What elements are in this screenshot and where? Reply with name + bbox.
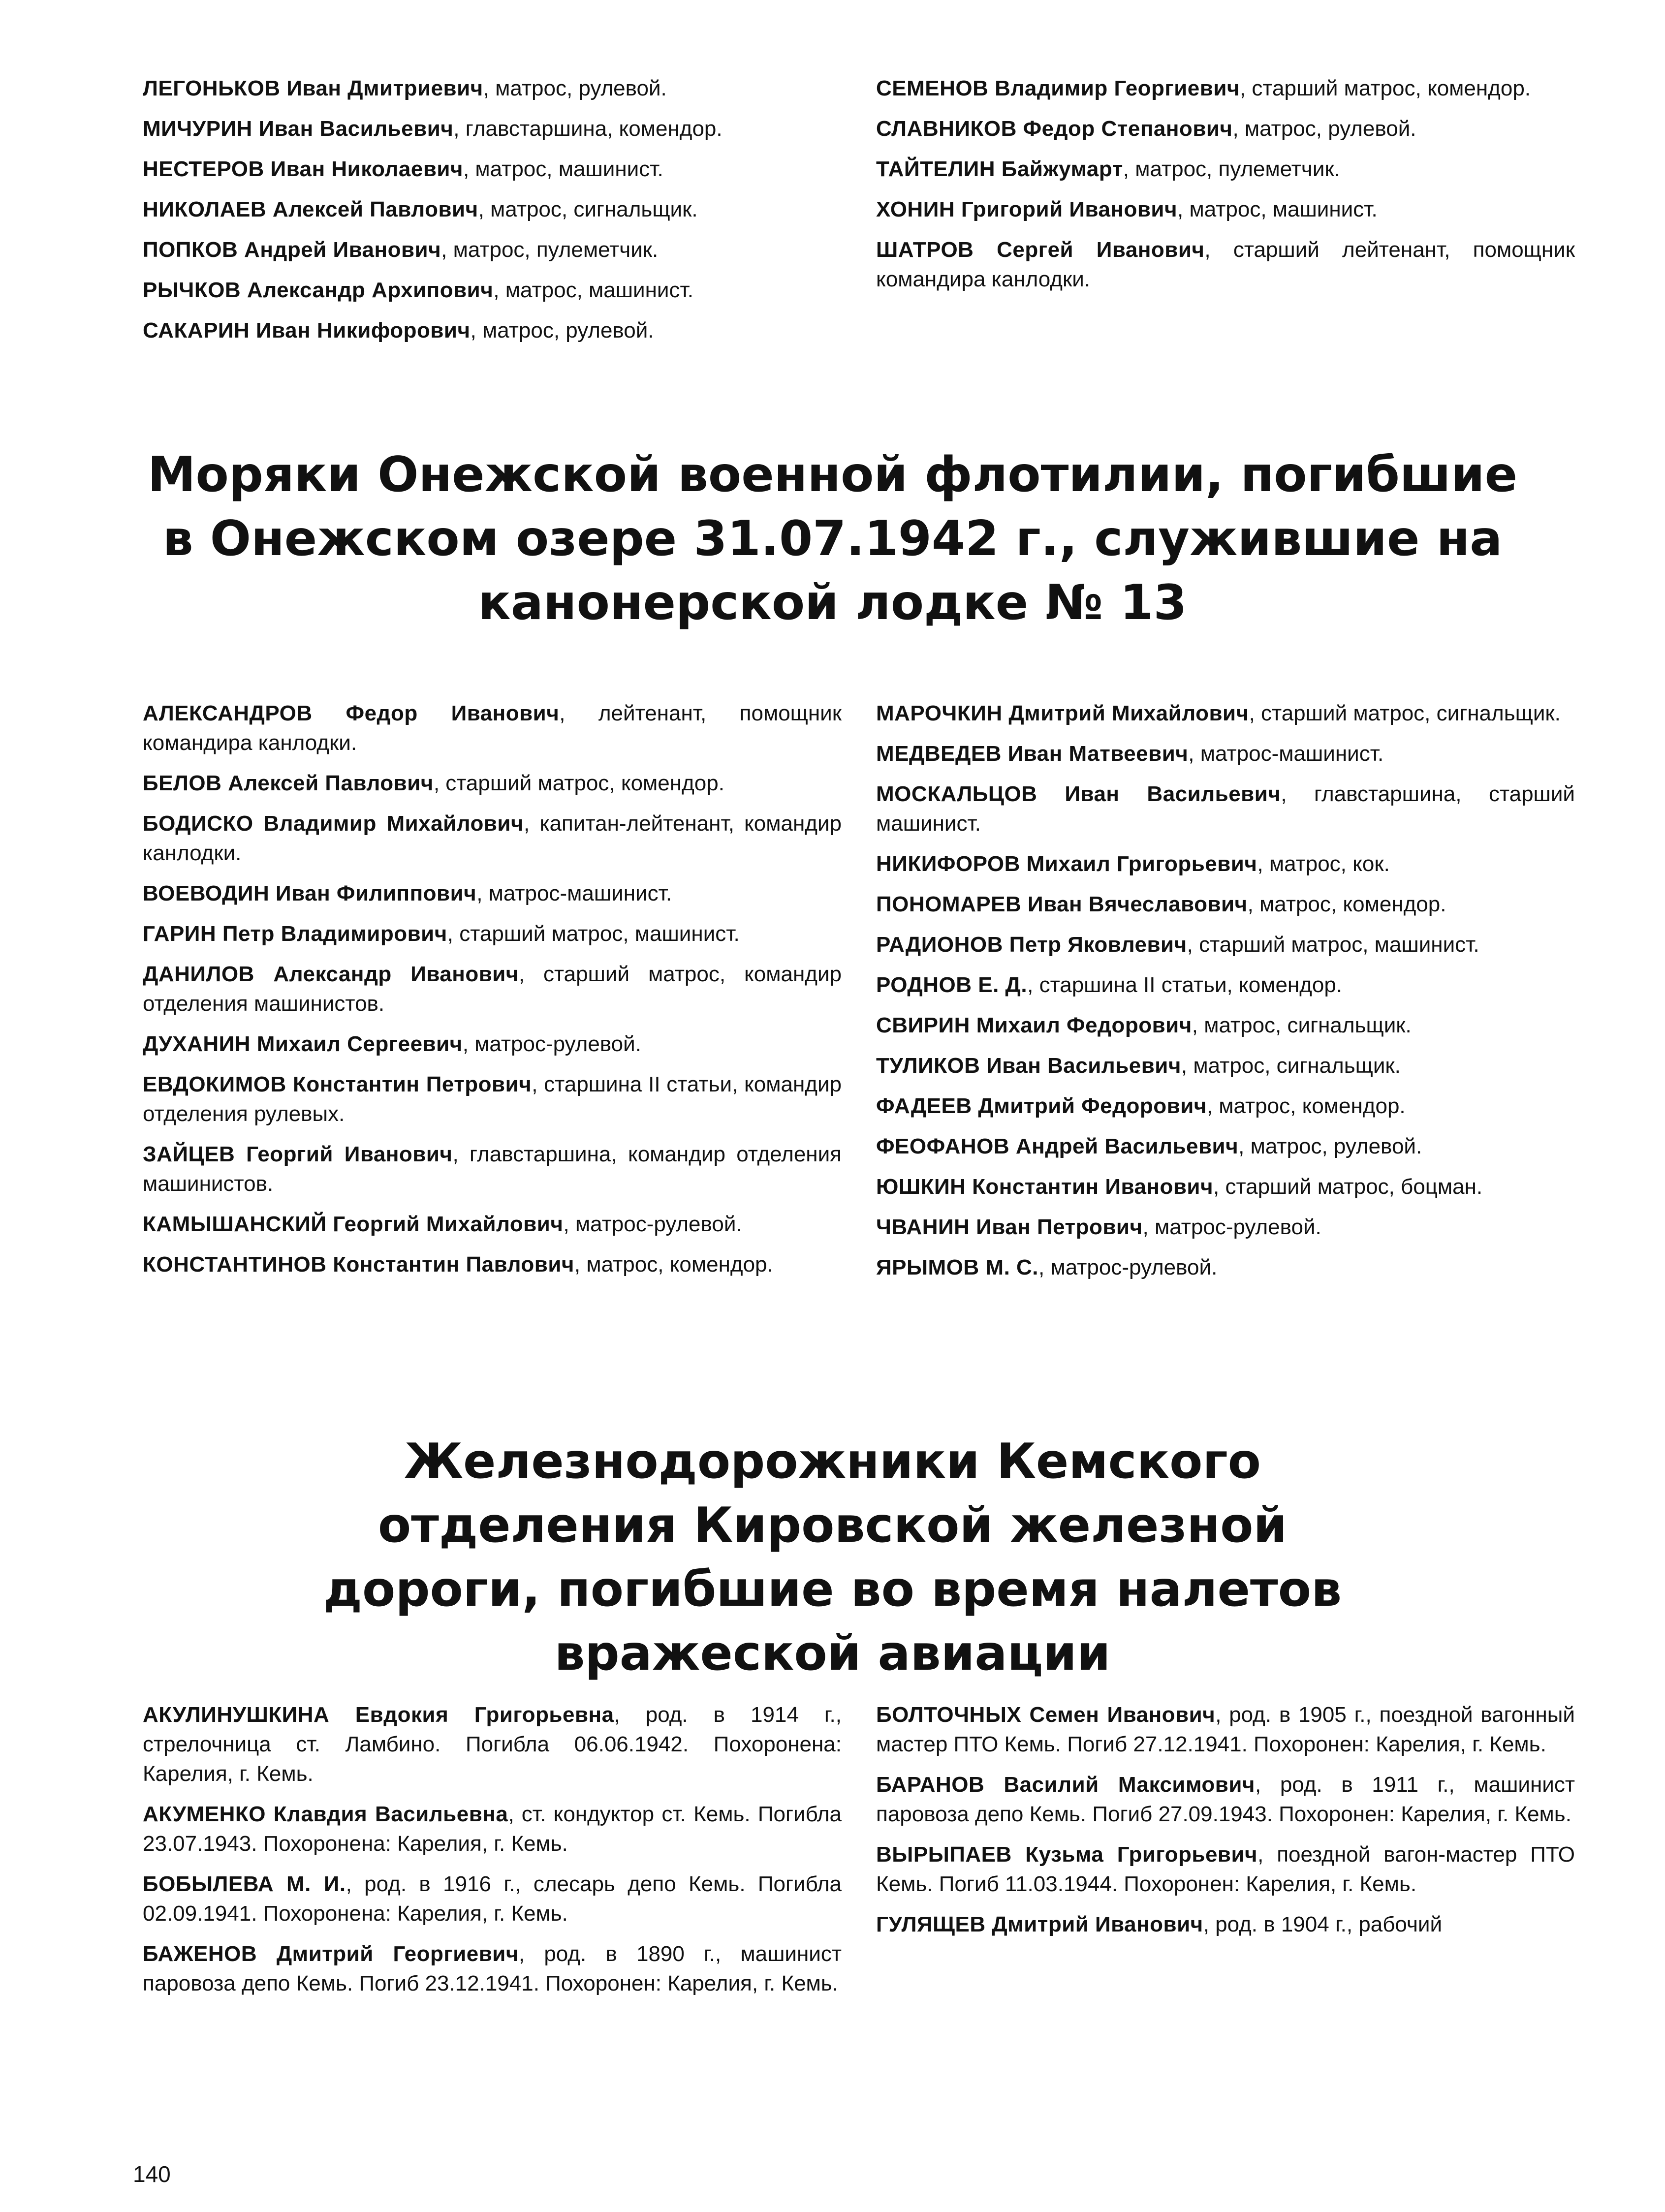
list-item (876, 890, 1575, 919)
entry-name: ТУЛИКОВ Иван Васильевич (876, 1054, 1181, 1078)
list-item (876, 930, 1575, 960)
onega-flotilla-left-column (143, 699, 842, 1290)
entry-description: , матрос, рулевой. (1238, 1134, 1422, 1158)
entry-name: ВОЕВОДИН Иван Филиппович (143, 881, 477, 905)
entry-description: , ст. кондуктор ст. Кемь. Погибла 23.07.1943. Похоронена: Карелия, г. Кемь. (143, 1802, 842, 1856)
entry-description: , старшина II статьи, комендор. (1027, 973, 1343, 997)
entry-description: , матрос-рулевой. (462, 1032, 641, 1056)
entry-name: СЕМЕНОВ Владимир Георгиевич (876, 76, 1240, 100)
entry-name: ЧВАНИН Иван Петрович (876, 1215, 1143, 1239)
section-title-railway-workers: Железнодорожники Кемского отделения Кировской железной дороги, погибшие во время налетов вражеской авиации (323, 1433, 1342, 1682)
railway-workers-right-column (876, 1700, 1575, 1950)
entry-description: , лейтенант, помощник командира канлодки. (143, 701, 842, 755)
section-title-onega-flotilla: Моряки Онежской военной флотилии, погибшие в Онежском озере 31.07.1942 г., служившие на канонерской лодке № 13 (147, 447, 1518, 631)
entry-name: РАДИОНОВ Петр Яковлевич (876, 933, 1187, 957)
entry-description: , старший матрос, комендор. (1239, 76, 1531, 100)
entry-description: , матрос, машинист. (1177, 197, 1378, 221)
list-item (143, 276, 842, 305)
entry-name: НЕСТЕРОВ Иван Николаевич (143, 157, 463, 181)
list-item (143, 1700, 842, 1789)
list-item (143, 699, 842, 758)
entry-description: , матрос-рулевой. (1142, 1215, 1321, 1239)
list-item (143, 74, 842, 103)
entry-name: НИКОЛАЕВ Алексей Павлович (143, 197, 478, 221)
entry-description: , матрос, кок. (1257, 852, 1390, 876)
list-item (876, 235, 1575, 294)
entry-description: , матрос, сигнальщик. (1181, 1054, 1401, 1078)
entry-name: ГУЛЯЩЕВ Дмитрий Иванович (876, 1912, 1203, 1936)
entry-name: ТАЙТЕЛИН Байжумарт (876, 157, 1123, 181)
entry-name: ГАРИН Петр Владимирович (143, 922, 447, 946)
entry-description: , старший матрос, боцман. (1213, 1175, 1483, 1199)
page-number: 140 (133, 2161, 171, 2187)
entry-name: ФЕОФАНОВ Андрей Васильевич (876, 1134, 1239, 1158)
list-item (143, 195, 842, 224)
list-item (143, 1869, 842, 1929)
entry-name: АКУМЕНКО Клавдия Васильевна (143, 1802, 508, 1826)
entry-name: ДАНИЛОВ Александр Иванович (143, 962, 519, 986)
entry-description: , главстаршина, старший машинист. (876, 782, 1575, 836)
list-item (876, 1700, 1575, 1759)
entry-name: СЛАВНИКОВ Федор Степанович (876, 117, 1233, 141)
entry-name: ЮШКИН Константин Иванович (876, 1175, 1214, 1199)
list-item (143, 316, 842, 345)
list-item (876, 849, 1575, 879)
entry-name: БАЖЕНОВ Дмитрий Георгиевич (143, 1942, 519, 1966)
entry-name: КАМЫШАНСКИЙ Георгий Михайлович (143, 1212, 564, 1236)
entry-description: , матрос, машинист. (493, 278, 693, 302)
entry-description: , старшина II статьи, командир отделения рулевых. (143, 1072, 842, 1126)
list-item (876, 1172, 1575, 1202)
list-item (876, 1770, 1575, 1829)
list-item (876, 1910, 1575, 1939)
entry-name: БОДИСКО Владимир Михайлович (143, 811, 524, 836)
list-item (876, 699, 1575, 728)
entry-description: , род. в 1916 г., слесарь депо Кемь. Погибла 02.09.1941. Похоронена: Карелия, г. Кемь. (143, 1872, 842, 1926)
entry-name: БАРАНОВ Василий Максимович (876, 1773, 1255, 1797)
onega-flotilla-list (143, 699, 1575, 1388)
list-item (143, 235, 842, 265)
entry-description: , старший лейтенант, помощник командира канлодки. (876, 238, 1575, 291)
entry-description: , род. в 1904 г., рабочий (1203, 1912, 1443, 1936)
list-item (143, 919, 842, 949)
entry-description: , матрос-машинист. (1188, 742, 1384, 766)
entry-description: , старший матрос, сигнальщик. (1249, 701, 1561, 725)
entry-description: , старший матрос, комендор. (433, 771, 724, 795)
entry-description: , род. в 1890 г., машинист паровоза депо Кемь. Погиб 23.12.1941. Похоронен: Карелия, г. Кемь. (143, 1942, 842, 1995)
entry-description: , капитан-лейтенант, командир канлодки. (143, 811, 842, 865)
entry-name: БОБЫЛЕВА М. И. (143, 1872, 346, 1896)
list-item (876, 1051, 1575, 1081)
entry-description: , матрос-машинист. (476, 881, 672, 905)
list-item (876, 1213, 1575, 1242)
entry-description: , матрос, сигнальщик. (478, 197, 698, 221)
entry-name: МЕДВЕДЕВ Иван Матвеевич (876, 742, 1189, 766)
entry-name: РОДНОВ Е. Д. (876, 973, 1028, 997)
list-item (143, 1800, 842, 1859)
list-item (143, 155, 842, 184)
entry-description: , матрос-рулевой. (563, 1212, 742, 1236)
list-item (876, 779, 1575, 839)
entry-description: , старший матрос, командир отделения машинистов. (143, 962, 842, 1016)
entry-description: , матрос, комендор. (1247, 892, 1446, 916)
entry-name: АКУЛИНУШКИНА Евдокия Григорьевна (143, 1703, 614, 1727)
entry-name: ВЫРЫПАЕВ Кузьма Григорьевич (876, 1842, 1258, 1867)
list-item (143, 809, 842, 868)
entry-description: , матрос, сигнальщик. (1192, 1013, 1412, 1037)
entry-description: , род. в 1914 г., стрелочница ст. Ламбино. Погибла 06.06.1942. Похоронена: Карелия, г. Кемь. (143, 1703, 842, 1786)
entry-name: ЗАЙЦЕВ Георгий Иванович (143, 1142, 453, 1166)
entry-description: , матрос, рулевой. (1232, 117, 1416, 141)
entry-description: , матрос, пулеметчик. (1123, 157, 1340, 181)
list-item (876, 970, 1575, 1000)
entry-name: ДУХАНИН Михаил Сергеевич (143, 1032, 463, 1056)
entry-description: , старший матрос, машинист. (1187, 933, 1479, 957)
list-item (143, 960, 842, 1019)
list-item (143, 114, 842, 144)
entry-description: , главстаршина, комендор. (453, 117, 723, 141)
entry-name: ХОНИН Григорий Иванович (876, 197, 1178, 221)
entry-description: , матрос, комендор. (574, 1252, 773, 1277)
railway-workers-list (143, 1700, 1575, 2143)
entry-description: , главстаршина, командир отделения машинистов. (143, 1142, 842, 1196)
onega-flotilla-right-column (876, 699, 1575, 1293)
list-item (143, 1250, 842, 1279)
railway-workers-left-column (143, 1700, 842, 2009)
entry-name: МОСКАЛЬЦОВ Иван Васильевич (876, 782, 1281, 806)
list-item (876, 114, 1575, 144)
entry-description: , матрос, комендор. (1206, 1094, 1406, 1118)
entry-description: , поездной вагон-мастер ПТО Кемь. Погиб 11.03.1944. Похоронен: Карелия, г. Кемь. (876, 1842, 1575, 1896)
entry-name: АЛЕКСАНДРОВ Федор Иванович (143, 701, 560, 725)
top-list-left-column (143, 74, 842, 356)
top-list-right-column (876, 74, 1575, 305)
entry-description: , матрос, рулевой. (470, 318, 654, 343)
entry-name: ФАДЕЕВ Дмитрий Федорович (876, 1094, 1207, 1118)
list-item (143, 1029, 842, 1059)
list-item (876, 1011, 1575, 1040)
list-item (143, 1070, 842, 1129)
list-item (143, 1939, 842, 1998)
entry-name: СВИРИН Михаил Федорович (876, 1013, 1192, 1037)
entry-name: ШАТРОВ Сергей Иванович (876, 238, 1205, 262)
list-item (143, 769, 842, 798)
entry-name: МАРОЧКИН Дмитрий Михайлович (876, 701, 1249, 725)
list-item (876, 1253, 1575, 1282)
list-item (876, 155, 1575, 184)
entry-name: МИЧУРИН Иван Васильевич (143, 117, 454, 141)
list-item (876, 1840, 1575, 1899)
entry-name: КОНСТАНТИНОВ Константин Павлович (143, 1252, 574, 1277)
entry-name: РЫЧКОВ Александр Архипович (143, 278, 494, 302)
list-item (876, 1091, 1575, 1121)
entry-name: БЕЛОВ Алексей Павлович (143, 771, 434, 795)
entry-name: ЕВДОКИМОВ Константин Петрович (143, 1072, 532, 1096)
entry-description: , род. в 1905 г., поездной вагонный мастер ПТО Кемь. Погиб 27.12.1941. Похоронен: Карелия, г. Кемь. (876, 1703, 1575, 1756)
list-item (143, 879, 842, 908)
entry-name: ЛЕГОНЬКОВ Иван Дмитриевич (143, 76, 483, 100)
list-item (876, 1132, 1575, 1161)
entry-name: ПОПКОВ Андрей Иванович (143, 238, 441, 262)
entry-description: , матрос, машинист. (463, 157, 663, 181)
top-list (143, 74, 1575, 349)
entry-name: ЯРЫМОВ М. С. (876, 1255, 1039, 1279)
list-item (876, 739, 1575, 769)
entry-description: , старший матрос, машинист. (447, 922, 740, 946)
list-item (143, 1210, 842, 1239)
list-item (876, 74, 1575, 103)
entry-name: БОЛТОЧНЫХ Семен Иванович (876, 1703, 1216, 1727)
entry-description: , матрос, рулевой. (483, 76, 667, 100)
entry-name: НИКИФОРОВ Михаил Григорьевич (876, 852, 1257, 876)
entry-description: , матрос-рулевой. (1038, 1255, 1218, 1279)
list-item (876, 195, 1575, 224)
entry-name: ПОНОМАРЕВ Иван Вячеславович (876, 892, 1248, 916)
list-item (143, 1140, 842, 1199)
entry-description: , матрос, пулеметчик. (441, 238, 659, 262)
entry-name: САКАРИН Иван Никифорович (143, 318, 471, 343)
entry-description: , род. в 1911 г., машинист паровоза депо Кемь. Погиб 27.09.1943. Похоронен: Карелия, г. Кемь. (876, 1773, 1575, 1826)
